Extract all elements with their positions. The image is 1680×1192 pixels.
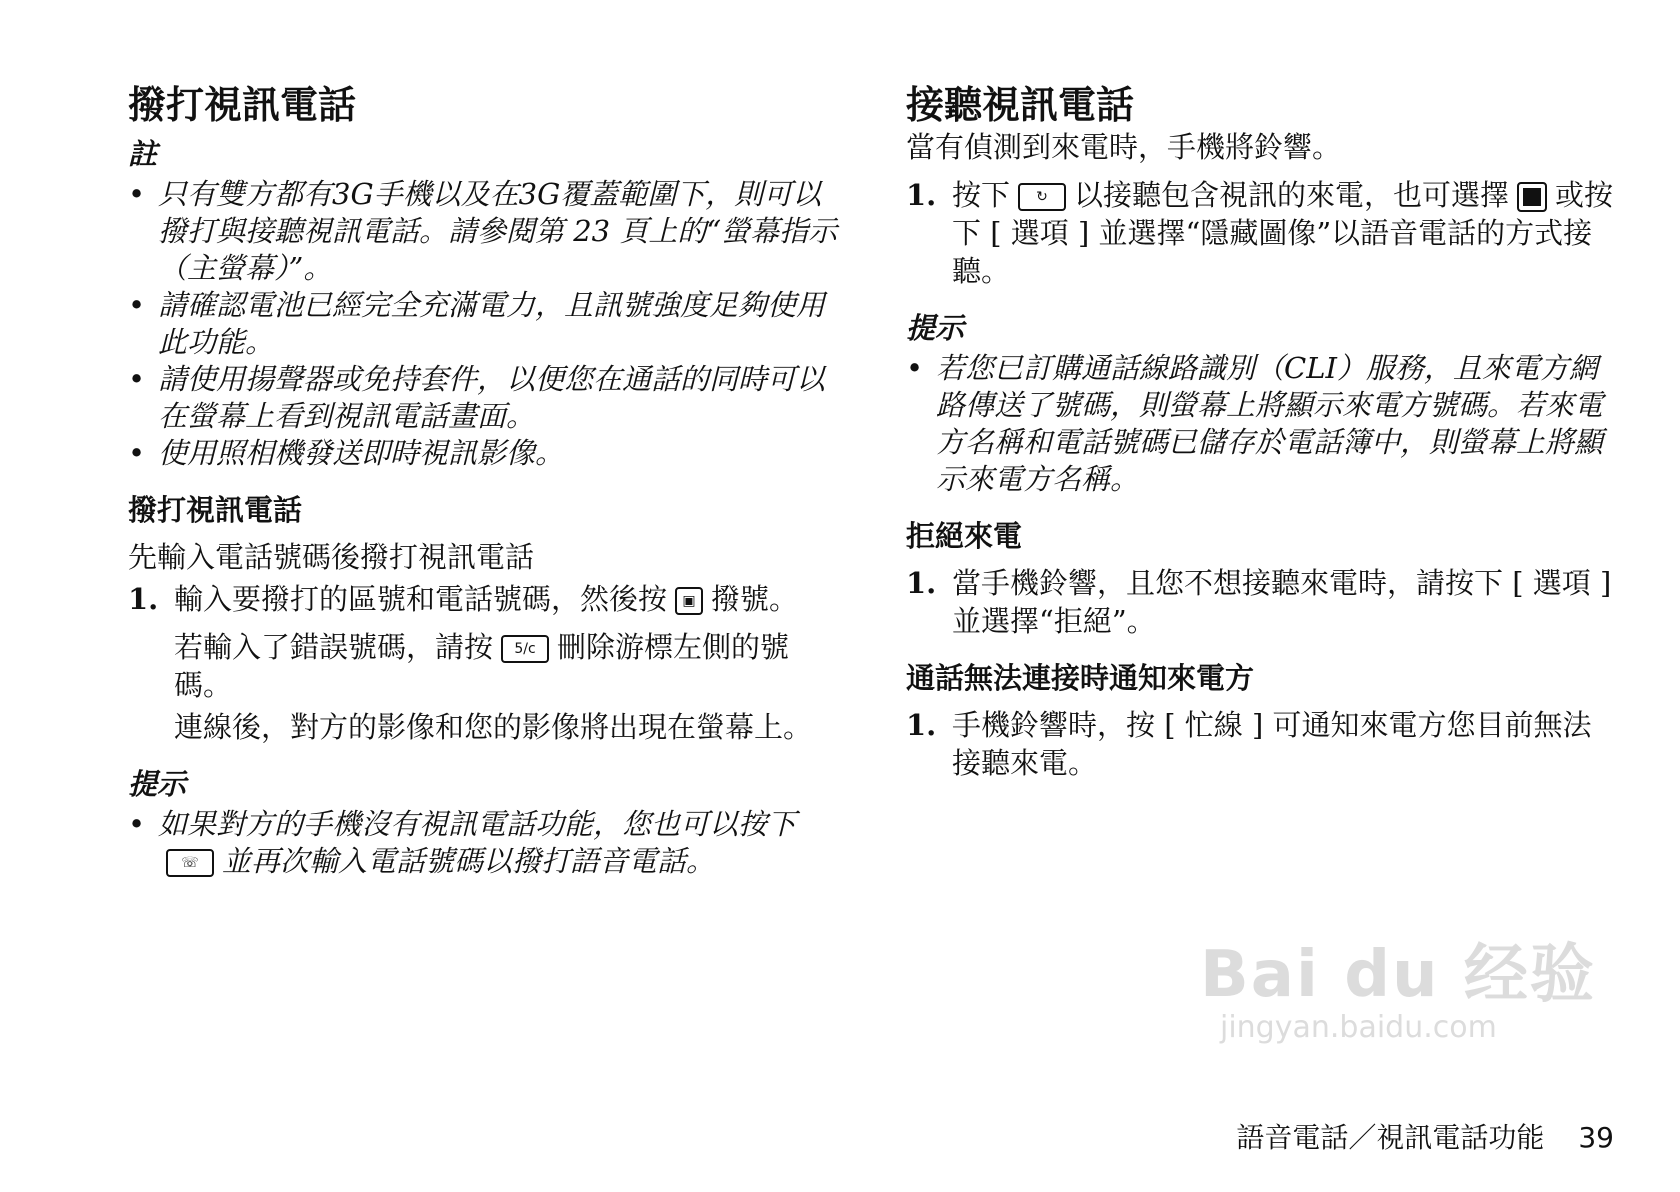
step-item <box>128 580 838 618</box>
subheading: 通話無法連接時通知來電方 <box>906 661 1255 695</box>
step-list <box>906 564 1618 640</box>
tip-item <box>128 806 838 880</box>
step-text: 撥號。 <box>711 582 799 616</box>
left-column <box>128 82 838 880</box>
video-call-key-icon: ▣ <box>675 587 703 615</box>
tip-list <box>128 806 838 880</box>
section-title: 撥打視訊電話 <box>128 83 357 127</box>
subheading: 撥打視訊電話 <box>128 493 303 527</box>
answer-key-icon: ↻ <box>1018 183 1066 211</box>
step-text: 手機鈴響時，按 [ 忙線 ] 可通知來電方您目前無法接聽來電。 <box>952 708 1592 780</box>
step-text: 當手機鈴響，且您不想接聽來電時，請按下 [ 選項 ] 並選擇“拒絕”。 <box>952 566 1612 638</box>
footer-section: 語音電話／視訊電話功能 <box>1236 1121 1545 1154</box>
watermark-logo: Bai du 经验 <box>1200 938 1596 1012</box>
step-list <box>906 176 1618 290</box>
call-key-icon: ☏ <box>166 849 214 877</box>
note-item: • 請使用揚聲器或免持套件，以便您在通話的同時可以在螢幕上看到視訊電話畫面。 <box>128 361 838 435</box>
watermark-url: jingyan.baidu.com <box>1220 1010 1497 1045</box>
page-number: 39 <box>1578 1121 1614 1154</box>
step-detail <box>174 628 838 704</box>
step-details <box>128 628 838 746</box>
step-text: 按下 <box>952 178 1011 212</box>
tip-label: 提示 <box>128 767 187 801</box>
step-text: 或按下 [ 選項 ] 並選擇“隱藏圖像”以語音電話的方式接聽。 <box>952 178 1614 288</box>
step-text: 輸入要撥打的區號和電話號碼，然後按 <box>174 582 668 616</box>
note-list <box>128 176 838 472</box>
intro-text: 當有偵測到來電時，手機將鈴響。 <box>906 130 1342 164</box>
subheading: 拒絕來電 <box>906 519 1023 553</box>
step-list <box>906 706 1618 782</box>
watermark <box>1200 940 1600 1090</box>
step-item <box>906 564 1618 640</box>
tip-list <box>906 350 1618 498</box>
right-column <box>906 82 1618 782</box>
note-label: 註 <box>128 137 158 171</box>
step-number: 1. <box>906 708 937 742</box>
step-number: 1. <box>906 178 937 212</box>
clear-key-icon: 5/c <box>501 635 549 663</box>
page-footer <box>1236 1120 1614 1156</box>
intro-text: 先輸入電話號碼後撥打視訊電話 <box>128 540 535 574</box>
step-text: 以接聽包含視訊的來電，也可選擇 <box>1074 178 1510 212</box>
section-title: 接聽視訊電話 <box>906 83 1135 127</box>
step-item <box>906 706 1618 782</box>
tip-text: 並再次輸入電話號碼以撥打語音電話。 <box>222 844 716 878</box>
step-detail-text: 若輸入了錯誤號碼，請按 <box>174 630 494 664</box>
note-item: • 只有雙方都有3G手機以及在3G覆蓋範圍下，則可以撥打與接聽視訊電話。請參閱第 23 頁上的“螢幕指示（主螢幕）”。 <box>128 176 838 287</box>
step-list <box>128 580 838 618</box>
step-item <box>906 176 1618 290</box>
tip-label: 提示 <box>906 311 965 345</box>
step-number: 1. <box>128 582 159 616</box>
step-detail-text: 刪除游標左側的號碼。 <box>174 630 790 702</box>
step-number: 1. <box>906 566 937 600</box>
tip-item: • 若您已訂購通話線路識別（CLI）服務，且來電方網路傳送了號碼，則螢幕上將顯示來電方號碼。若來電方名稱和電話號碼已儲存於電話簿中，則螢幕上將顯示來電方名稱。 <box>906 350 1618 498</box>
note-item: • 使用照相機發送即時視訊影像。 <box>128 435 838 472</box>
tip-text: 如果對方的手機沒有視訊電話功能，您也可以按下 <box>158 807 797 841</box>
note-item: • 請確認電池已經完全充滿電力，且訊號強度足夠使用此功能。 <box>128 287 838 361</box>
hide-image-key-icon <box>1517 182 1547 212</box>
step-detail: 連線後，對方的影像和您的影像將出現在螢幕上。 <box>174 710 813 744</box>
